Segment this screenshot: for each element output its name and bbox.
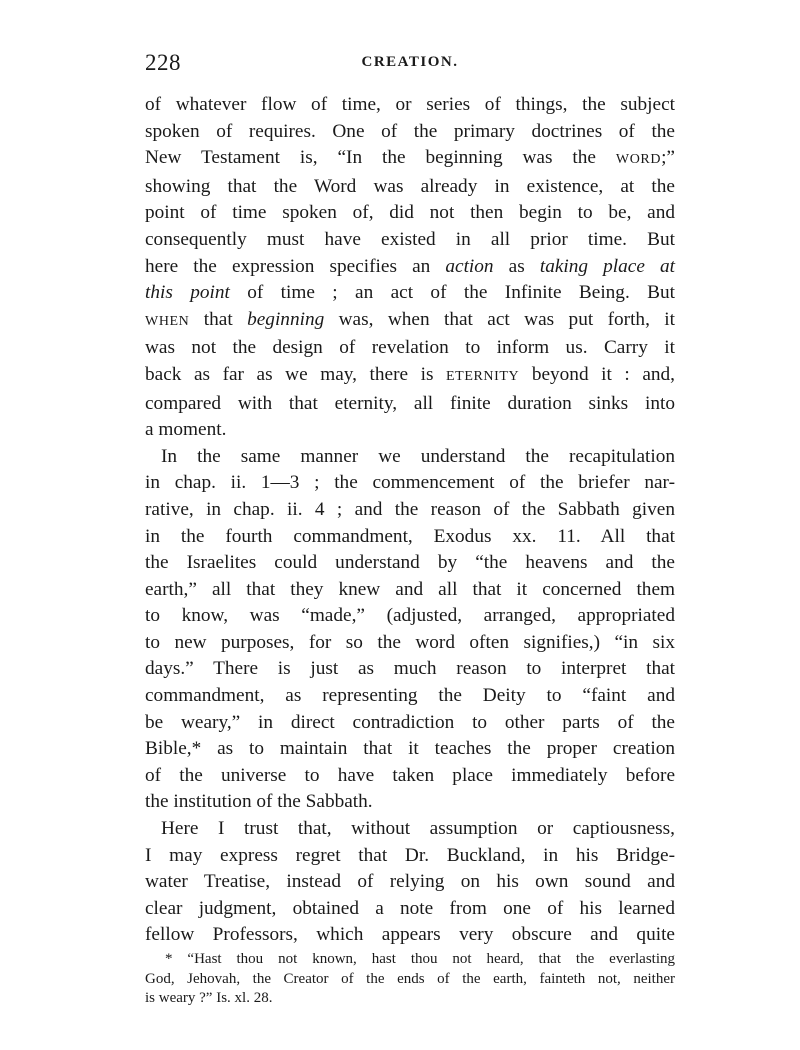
- text-line: of whatever flow of time, or series of things, the subject: [145, 94, 675, 115]
- text-line: compared with that eternity, all finite duration sinks into: [145, 392, 675, 414]
- text-line: back as far as we may, there is ETERNITY beyond it : and,: [145, 363, 675, 385]
- italic-text: action: [445, 255, 494, 277]
- small-caps-word: ETERNITY: [446, 368, 520, 384]
- italic-text: beginning: [247, 308, 325, 330]
- text-line: point of time spoken of, did not then begin to be, and: [145, 202, 675, 224]
- text-line: commandment, as representing the Deity to “faint and: [145, 685, 675, 707]
- text-line: in the fourth commandment, Exodus xx. 11. All that: [145, 525, 675, 547]
- text-line: consequently must have existed in all prior time. But: [145, 228, 675, 250]
- page-header: [145, 50, 675, 78]
- text-line: I may express regret that Dr. Buckland, in his Bridge-: [145, 844, 675, 866]
- text-line: a moment.: [145, 419, 227, 441]
- text-line: of the universe to have taken place immediately before: [145, 764, 675, 786]
- text-line: showing that the Word was already in existence, at the: [145, 175, 675, 197]
- text-line: clear judgment, obtained a note from one of his learned: [145, 897, 675, 919]
- footnote-line: God, Jehovah, the Creator of the ends of the earth, fainteth not, neither: [145, 970, 675, 987]
- italic-text: taking place at: [539, 255, 676, 277]
- running-title: CREATION.: [361, 54, 459, 70]
- footnote-line: * “Hast thou not known, hast thou not heard, that the everlasting: [165, 951, 675, 967]
- text-line: to know, was “made,” (adjusted, arranged, appropriated: [145, 605, 675, 627]
- small-caps-word: WHEN: [145, 313, 190, 329]
- text-line: to new purposes, for so the word often signifies,) “in six: [145, 631, 675, 653]
- text-line: the institution of the Sabbath.: [145, 791, 373, 813]
- footnote-line: is weary ?” Is. xl. 28.: [145, 990, 273, 1006]
- body-text: [145, 92, 675, 949]
- paragraph-start-line: In the same manner we understand the recapitulation: [161, 445, 675, 467]
- text-line: was not the design of revelation to inform us. Carry it: [145, 337, 675, 359]
- text-line: be weary,” in direct contradiction to other parts of the: [145, 711, 675, 733]
- text-line: earth,” all that they knew and all that it concerned them: [145, 578, 675, 600]
- text-line: days.” There is just as much reason to interpret that: [145, 658, 675, 680]
- text-line: Bible,* as to maintain that it teaches the proper creation: [145, 738, 675, 760]
- italic-text: this point: [145, 282, 230, 304]
- paragraph-start-line: Here I trust that, without assumption or captiousness,: [161, 818, 675, 840]
- page-number: 228: [145, 50, 181, 75]
- text-line: New Testament is, “In the beginning was the WORD;”: [145, 147, 675, 169]
- text-line: spoken of requires. One of the primary doctrines of the: [145, 120, 675, 142]
- text-line: water Treatise, instead of relying on his own sound and: [145, 871, 675, 893]
- small-caps-word: WORD: [615, 152, 662, 168]
- text-line: WHEN that beginning was, when that act was put forth, it: [145, 308, 676, 330]
- text-line: here the expression specifies an action as taking place at: [145, 255, 676, 277]
- text-line: the Israelites could understand by “the heavens and the: [145, 552, 675, 574]
- text-line: this point of time ; an act of the Infinite Being. But: [145, 282, 675, 304]
- text-line: in chap. ii. 1—3 ; the commencement of the briefer nar-: [145, 472, 675, 494]
- text-line: rative, in chap. ii. 4 ; and the reason of the Sabbath given: [145, 498, 675, 520]
- footnote: [145, 950, 675, 1009]
- text-line: fellow Professors, which appears very obscure and quite: [145, 924, 675, 946]
